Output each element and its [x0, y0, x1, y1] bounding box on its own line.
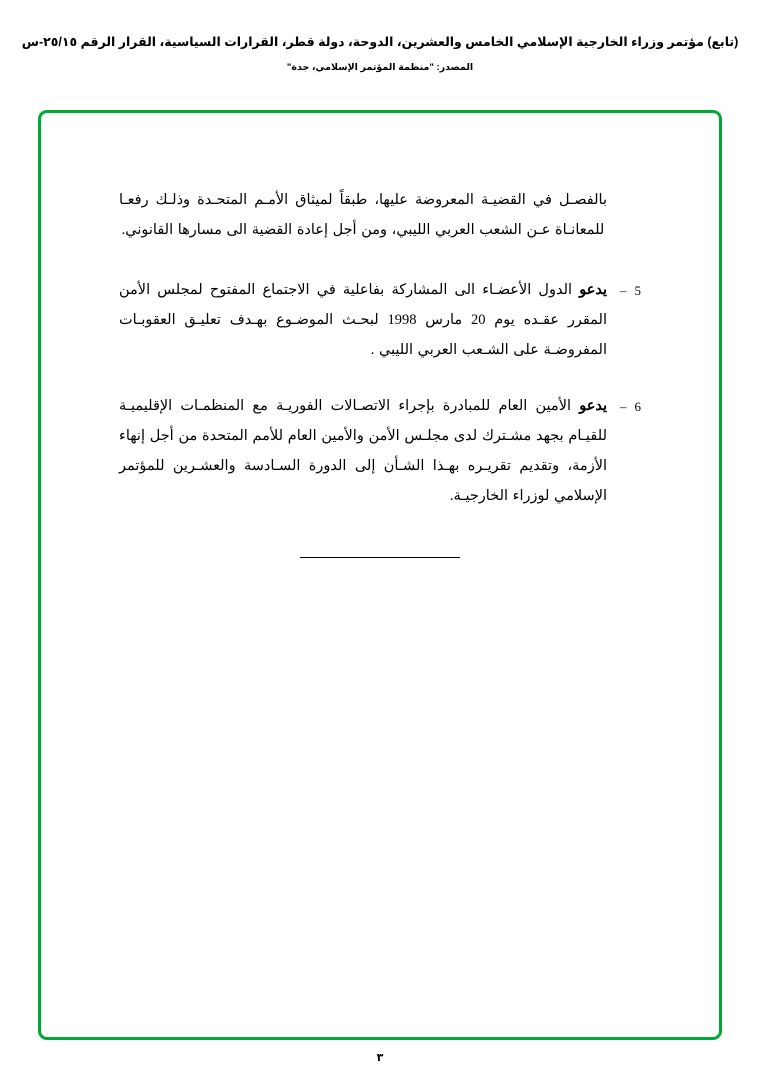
paragraph-dash-6: – — [620, 399, 627, 414]
paragraph-dash-5: – — [620, 283, 627, 298]
paragraph-continuation — [119, 185, 641, 245]
paragraph-item-6 — [119, 391, 641, 511]
page-number: ٣ — [376, 1052, 384, 1064]
paragraph-marker — [607, 185, 641, 186]
horizontal-rule — [300, 557, 460, 558]
paragraph-text-5: يدعو الدول الأعضـاء الى المشاركة بفاعلية في الاجتماع المفتوح لمجلس الأمن المقرر عقـده يوم 20 مارس 1998 لبحـث الموضـوع بهـدف تعليـق العقوبـات المفروضـة على الشـعب العربي الليبي . — [119, 282, 607, 358]
page-footer — [0, 1051, 760, 1064]
paragraph-number-6: 6 — [634, 399, 641, 414]
paragraph-marker-6 — [607, 391, 641, 422]
green-content-frame — [38, 110, 722, 1040]
document-body — [119, 185, 641, 563]
page-header — [0, 34, 760, 75]
paragraph-text: بالفصـل في القضيـة المعروضة عليها، طبقاً لميثاق الأمـم المتحـدة وذلـك رفعـا للمعانـاة عـن الشعب العربي الليبي، ومن أجل إعادة القضية الى مسارها القانوني. — [119, 192, 607, 238]
paragraph-number-5: 5 — [634, 283, 641, 298]
paragraph-text-6: يدعو الأمين العام للمبادرة بإجراء الاتصـالات الفوريـة مع المنظمـات الإقليميـة للقيـام بجهد مشـترك لدى مجلـس الأمن والأمين العام للأمم المتحدة من أجل إنهاء الأزمة، وتقديم تقريـره بهـذا الشـأن إلى الدورة السـادسة والعشـرين للمؤتمر الإسلامي لوزراء الخارجيـة. — [119, 398, 607, 504]
paragraph-item-5 — [119, 275, 641, 365]
header-title-line: (تابع) مؤتمر وزراء الخارجية الإسلامي الخامس والعشرين، الدوحة، دولة قطر، القرارات السياسية، القرار الرقم ٢٥/١٥-س — [21, 35, 739, 49]
header-source-line: المصدر: "منظمة المؤتمر الإسلامي، جدة" — [286, 62, 474, 73]
paragraph-marker-5 — [607, 275, 641, 306]
section-separator — [119, 545, 641, 563]
